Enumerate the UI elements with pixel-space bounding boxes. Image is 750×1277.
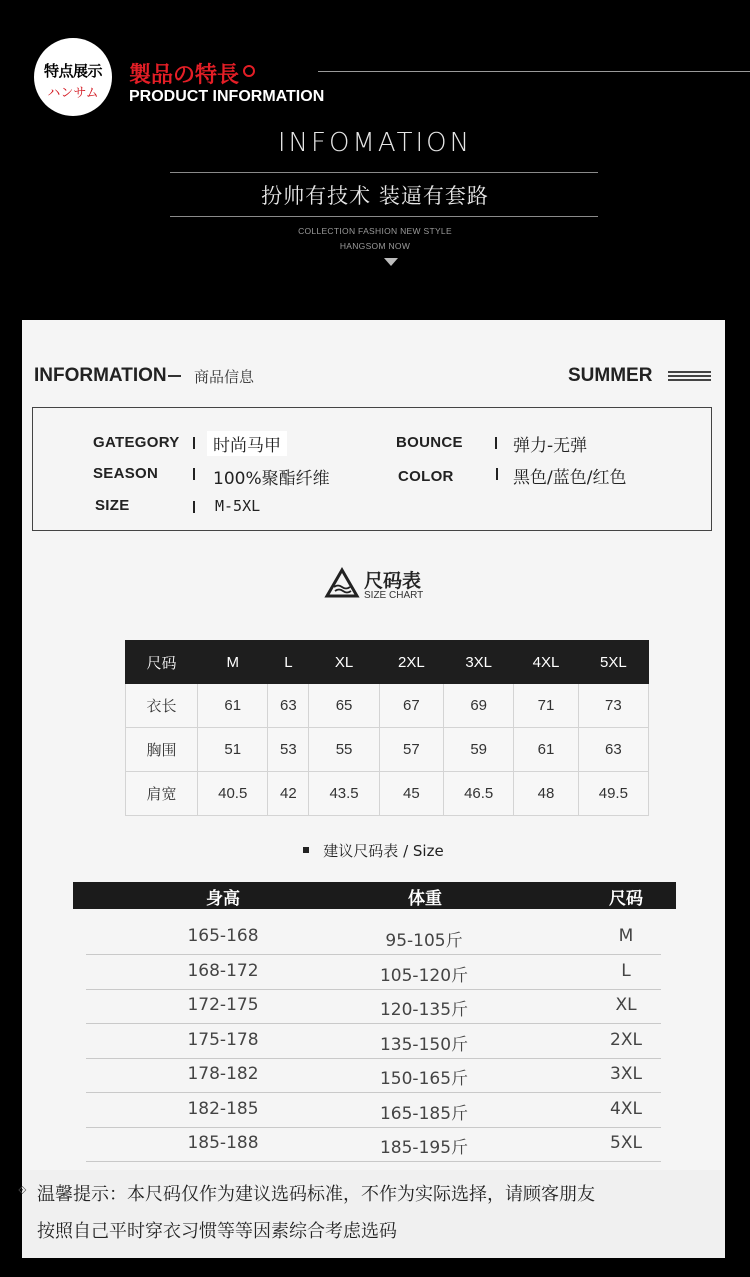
recommend-height: 172-175: [187, 995, 259, 1015]
size-table-cell: 45: [379, 772, 443, 816]
hanger-triangle-icon: [324, 567, 360, 599]
info-title: INFORMATION: [34, 365, 167, 386]
bounce-value: 弹力-无弹: [513, 436, 588, 456]
color-label: COLOR: [398, 468, 454, 485]
size-table-cell: 69: [444, 684, 514, 728]
recommend-weight: 120-135斤: [379, 1000, 469, 1020]
table-row: [126, 684, 649, 728]
tip-arrow-icon: ⟐: [18, 1184, 27, 1197]
size-table-row-label: 衣长: [126, 684, 198, 728]
product-info-box: [32, 407, 712, 531]
size-table-cell: 61: [198, 684, 268, 728]
size-table-cell: 63: [578, 728, 648, 772]
recommend-weight: 105-120斤: [379, 965, 469, 986]
size-table-header: 5XL: [578, 641, 648, 684]
row-divider: [86, 1161, 661, 1162]
size-table-header: L: [268, 641, 309, 684]
list-item: [86, 1059, 661, 1093]
list-item: [86, 1128, 661, 1162]
tip-line1: 温馨提示：本尺码仅作为建议选码标准，不作为实际选择，请顾客朋友: [37, 1184, 595, 1205]
recommend-header: [73, 882, 676, 909]
size-table-cell: 49.5: [578, 772, 648, 816]
bullet-icon: [303, 847, 309, 853]
size-label: SIZE: [95, 497, 130, 514]
recommend-size: 4XL: [610, 1098, 642, 1119]
table-row: [126, 772, 649, 816]
feature-badge: [34, 38, 112, 116]
category-value: 时尚马甲: [207, 431, 287, 456]
list-item: [86, 1094, 661, 1128]
down-arrow-icon: [384, 258, 398, 266]
size-chart-subtitle: SIZE CHART: [364, 590, 424, 601]
size-table-header: 2XL: [379, 641, 443, 684]
table-row: [126, 728, 649, 772]
lines-icon: [668, 371, 711, 383]
recommend-height: 165-168: [187, 926, 259, 946]
recommend-size: L: [621, 960, 631, 981]
size-table-cell: 59: [444, 728, 514, 772]
size-table-header: 4XL: [514, 641, 578, 684]
recommend-weight: 150-165斤: [379, 1069, 469, 1089]
info-subtitle: 商品信息: [194, 368, 255, 386]
list-item: [86, 990, 661, 1024]
separator: [193, 437, 195, 449]
season-value: 100%聚酯纤维: [213, 469, 330, 489]
recommend-height: 185-188: [187, 1133, 259, 1153]
list-item: [86, 921, 661, 955]
recommend-height: 168-172: [187, 960, 259, 981]
size-table: [125, 640, 649, 816]
product-title-jp: 製品の特長: [129, 58, 255, 89]
separator: [495, 437, 497, 449]
season-tag: SUMMER: [568, 365, 653, 386]
recommend-size: 5XL: [610, 1133, 642, 1153]
title-dash: [168, 375, 181, 377]
size-chart-title: 尺码表: [364, 570, 422, 592]
size-table-cell: 57: [379, 728, 443, 772]
recommend-col-height: 身高: [206, 889, 240, 909]
product-title-en: PRODUCT INFORMATION: [129, 88, 325, 105]
recommend-size: 2XL: [610, 1029, 642, 1050]
recommend-size: 3XL: [610, 1064, 642, 1084]
size-table-cell: 40.5: [198, 772, 268, 816]
slogan-bottom-rule: [170, 216, 598, 217]
season-label: SEASON: [93, 465, 159, 482]
recommend-size: XL: [615, 995, 637, 1015]
recommend-weight: 185-195斤: [379, 1138, 469, 1158]
recommend-title: 建议尺码表 / Size: [22, 840, 725, 861]
category-label: GATEGORY: [93, 434, 180, 451]
tip-line2: 按照自己平时穿衣习惯等等因素综合考虑选码: [37, 1221, 397, 1242]
recommend-col-weight: 体重: [408, 889, 442, 909]
size-table-cell: 63: [268, 684, 309, 728]
size-table-header: XL: [309, 641, 379, 684]
badge-line1: 特点展示: [43, 62, 102, 80]
separator: [193, 501, 195, 513]
info-panel: [18, 320, 725, 1258]
recommend-height: 182-185: [187, 1098, 259, 1119]
list-item: [86, 956, 661, 990]
size-table-header: M: [198, 641, 268, 684]
size-table-header: 3XL: [444, 641, 514, 684]
size-table-cell: 71: [514, 684, 578, 728]
list-item: [86, 1025, 661, 1059]
recommend-weight: 95-105斤: [385, 931, 463, 951]
badge-line2: ハンサム: [47, 86, 99, 101]
size-table-row-label: 肩宽: [126, 772, 198, 816]
slogan: 扮帅有技术 装逼有套路: [261, 184, 489, 208]
recommend-size: M: [618, 926, 634, 946]
ring-icon: [243, 65, 255, 77]
size-table-cell: 61: [514, 728, 578, 772]
size-table-cell: 73: [578, 684, 648, 728]
size-table-cell: 55: [309, 728, 379, 772]
color-value: 黑色/蓝色/红色: [513, 468, 627, 488]
size-table-cell: 48: [514, 772, 578, 816]
recommend-height: 178-182: [187, 1064, 259, 1084]
size-value: M-5XL: [215, 497, 261, 515]
size-table-cell: 46.5: [444, 772, 514, 816]
hangsom-tagline: HANGSOM NOW: [339, 241, 411, 251]
infomation-heading: INFOMATION: [277, 128, 473, 158]
recommend-weight: 135-150斤: [379, 1034, 469, 1055]
recommend-weight: 165-185斤: [379, 1103, 469, 1124]
recommend-col-size: 尺码: [609, 889, 643, 909]
size-table-cell: 65: [309, 684, 379, 728]
size-table-header: 尺码: [126, 641, 198, 684]
size-table-cell: 51: [198, 728, 268, 772]
separator: [193, 468, 195, 480]
size-table-cell: 43.5: [309, 772, 379, 816]
slogan-top-rule: [170, 172, 598, 173]
recommend-height: 175-178: [187, 1029, 259, 1050]
tip-box: [18, 1170, 725, 1258]
size-table-row-label: 胸围: [126, 728, 198, 772]
header-divider: [318, 71, 750, 72]
collection-tagline: COLLECTION FASHION NEW STYLE: [298, 226, 452, 236]
size-table-cell: 53: [268, 728, 309, 772]
size-table-cell: 42: [268, 772, 309, 816]
separator: [496, 468, 498, 480]
bounce-label: BOUNCE: [396, 434, 463, 451]
size-table-cell: 67: [379, 684, 443, 728]
